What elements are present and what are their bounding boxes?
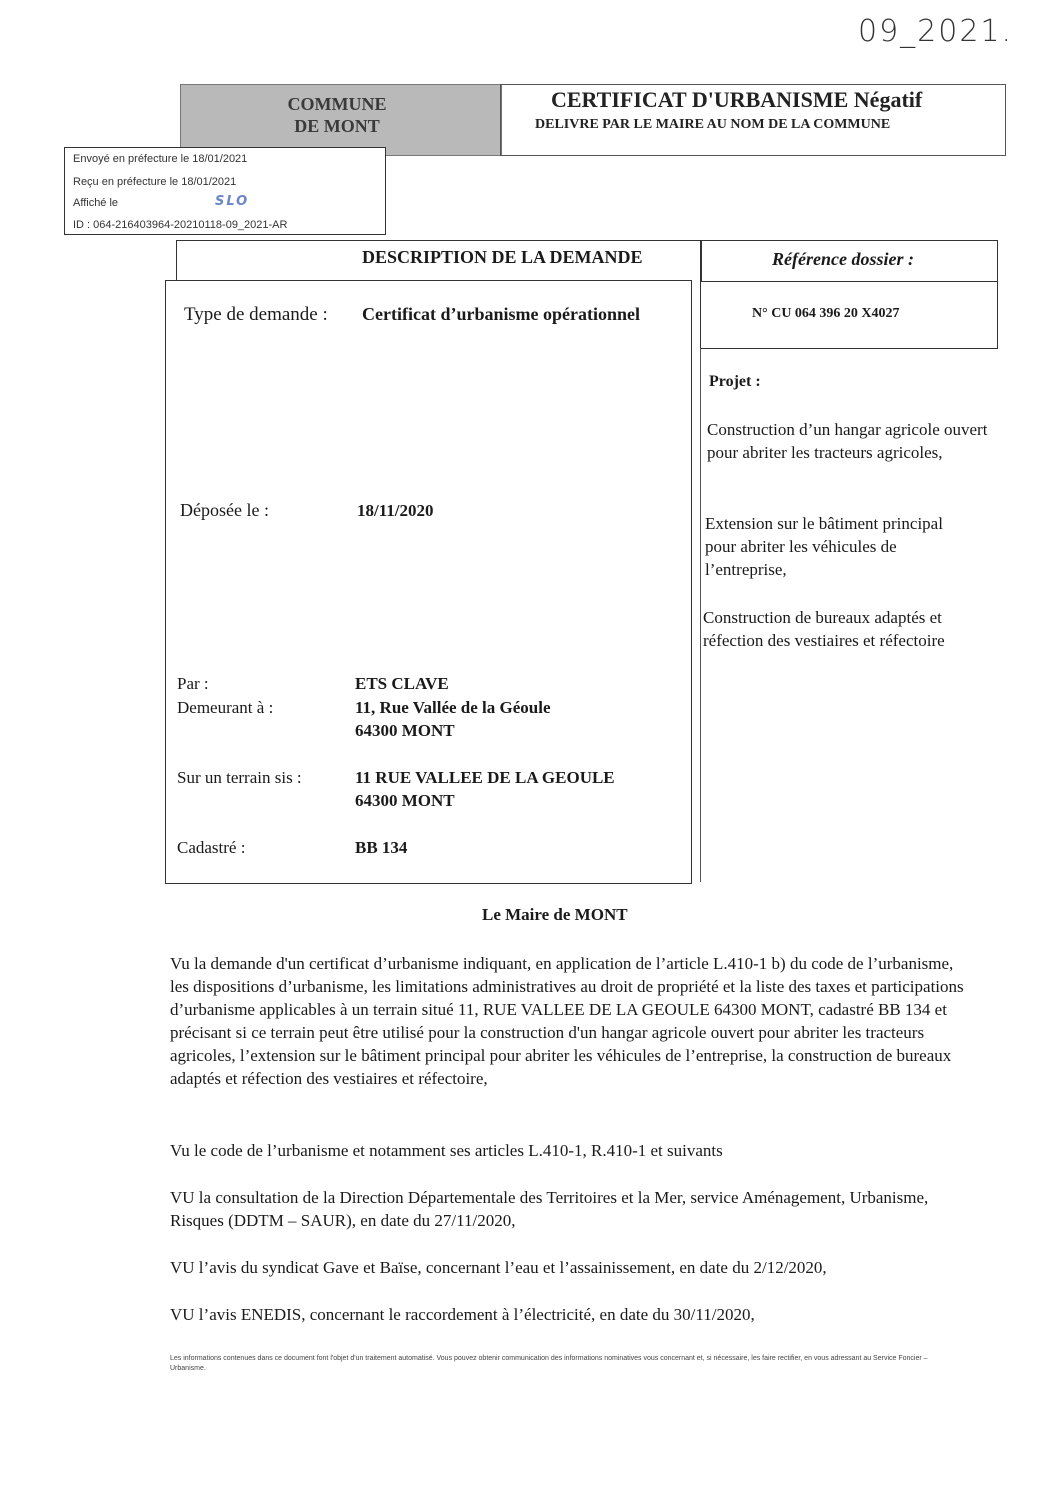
- certificate-title-box: [500, 84, 1006, 156]
- terrain-label: Sur un terrain sis :: [177, 768, 302, 787]
- certificate-title: CERTIFICAT D'URBANISME Négatif: [551, 87, 923, 112]
- handwritten-reference: 09_2021.: [858, 14, 1014, 49]
- stamp-signature: SLO: [215, 194, 250, 209]
- prefecture-stamp: [64, 147, 386, 235]
- certificate-subtitle: DELIVRE PAR LE MAIRE AU NOM DE LA COMMUNE: [535, 117, 891, 132]
- commune-name: COMMUNE DE MONT: [287, 94, 387, 136]
- deposee-label: Déposée le :: [180, 500, 269, 520]
- paragraph-enedis: VU l’avis ENEDIS, concernant le raccordement à l’électricité, en date du 30/11/2020,: [170, 1305, 755, 1324]
- stamp-posted: Affiché le: [73, 197, 119, 209]
- maire-heading: Le Maire de MONT: [482, 905, 628, 924]
- cadastre-label: Cadastré :: [177, 838, 246, 857]
- type-label: Type de demande :: [184, 304, 328, 325]
- stamp-received: Reçu en préfecture le 18/01/2021: [73, 176, 237, 188]
- reference-value: N° CU 064 396 20 X4027: [752, 306, 900, 321]
- description-heading: DESCRIPTION DE LA DEMANDE: [362, 247, 643, 267]
- paragraph-syndicat: VU l’avis du syndicat Gave et Baïse, concernant l’eau et l’assainissement, en date du 2/12/2020,: [170, 1258, 827, 1277]
- projet-item: Construction d’un hangar agricole ouvert pour abriter les tracteurs agricoles,: [707, 420, 988, 462]
- demeurant-label: Demeurant à :: [177, 698, 274, 717]
- type-value: Certificat d’urbanisme opérationnel: [362, 304, 640, 324]
- column-divider: [700, 348, 701, 882]
- terrain-line1: 11 RUE VALLEE DE LA GEOULE: [355, 768, 615, 787]
- paragraph-demande: Vu la demande d'un certificat d’urbanisme indiquant, en application de l’article L.410-1 b) du code de l’urbanisme, les dispositions d’urbanisme, les limitations administratives au droit de propriété et la liste des taxes et participations d’urbanisme applicables à un terrain situé 11, RUE VALLEE DE LA GEOULE 64300 MONT, cadastré BB 134 et précisant si ce terrain peut être utilisé pour la construction d'un hangar agricole ouvert pour abriter les tracteurs agricoles, l’extension sur le bâtiment principal pour abriter les véhicules de l’entreprise, la construction de bureaux adaptés et réfection des vestiaires et réfectoire,: [170, 954, 964, 1088]
- par-value: ETS CLAVE: [355, 674, 449, 693]
- footer-notice: Les informations contenues dans ce document font l'objet d'un traitement automatisé. Vous pouvez obtenir communication des informations nominatives vous concernant et, si nécessaire, les faire rectifier, en vous adressant au Service Foncier – Urbanisme.: [170, 1355, 928, 1372]
- stamp-sent: Envoyé en préfecture le 18/01/2021: [73, 153, 248, 165]
- deposee-value: 18/11/2020: [357, 501, 434, 520]
- reference-heading: Référence dossier :: [772, 249, 914, 269]
- terrain-line2: 64300 MONT: [355, 791, 455, 810]
- paragraph-code: Vu le code de l’urbanisme et notamment ses articles L.410-1, R.410-1 et suivants: [170, 1141, 723, 1160]
- projet-label: Projet :: [709, 373, 761, 390]
- projet-item: Construction de bureaux adaptés et réfection des vestiaires et réfectoire: [703, 608, 945, 650]
- projet-item: Extension sur le bâtiment principal pour abriter les véhicules de l’entreprise,: [705, 514, 943, 579]
- commune-box: [180, 84, 502, 156]
- demeurant-line2: 64300 MONT: [355, 721, 455, 740]
- paragraph-ddtm: VU la consultation de la Direction Départementale des Territoires et la Mer, service Aménagement, Urbanisme, Risques (DDTM – SAUR), en date du 27/11/2020,: [170, 1188, 929, 1230]
- stamp-id: ID : 064-216403964-20210118-09_2021-AR: [73, 219, 288, 231]
- par-label: Par :: [177, 674, 209, 693]
- cadastre-value: BB 134: [355, 838, 408, 857]
- demeurant-line1: 11, Rue Vallée de la Géoule: [355, 698, 551, 717]
